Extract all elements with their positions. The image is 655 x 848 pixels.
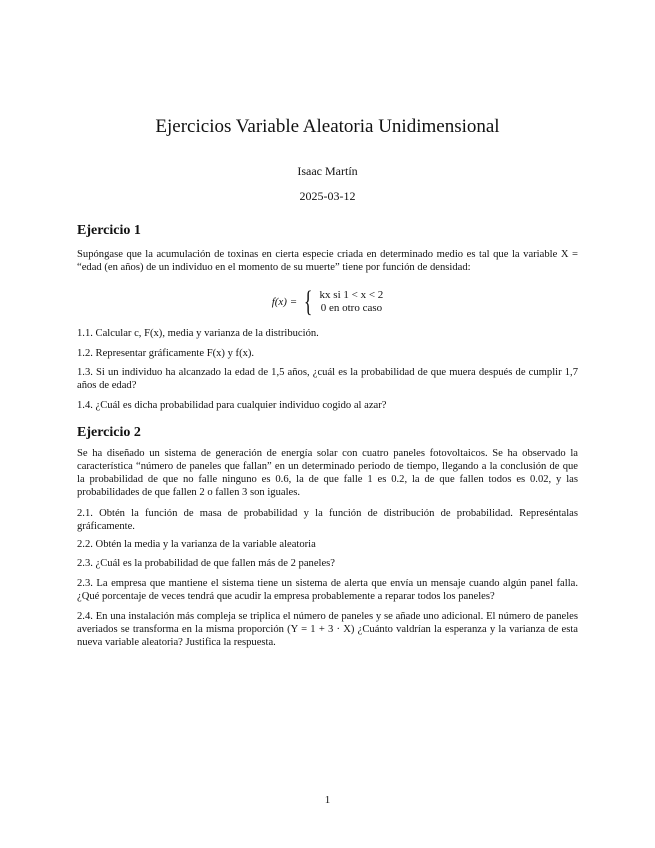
density-formula bbox=[0, 285, 655, 318]
document-title: Ejercicios Variable Aleatoria Unidimensional bbox=[155, 116, 500, 137]
exercise-1-heading: Ejercicio 1 bbox=[77, 223, 141, 238]
formula-lhs: f(x) = bbox=[271, 296, 298, 308]
question-1-1: 1.1. Calcular c, F(x), media y varianza de la distribución. bbox=[77, 328, 319, 339]
exercise-2-heading: Ejercicio 2 bbox=[77, 425, 141, 440]
formula-case-2: 0 en otro caso bbox=[320, 302, 383, 314]
question-1-2: 1.2. Representar gráficamente F(x) y f(x). bbox=[77, 348, 255, 359]
brace: { bbox=[304, 285, 313, 318]
formula-case-1: kx si 1 < x < 2 bbox=[319, 289, 384, 301]
question-2-3b: 2.3. La empresa que mantiene el sistema tiene un sistema de alerta que envía un mensaje cuando algún panel falla. ¿Qué porcentaje de veces tendrá que acudir la empresa probablemente a reparar todos los paneles? bbox=[77, 578, 578, 602]
question-2-2: 2.2. Obtén la media y la varianza de la variable aleatoria bbox=[77, 539, 316, 550]
page-number: 1 bbox=[324, 794, 331, 806]
formula-cases bbox=[320, 289, 384, 315]
date: 2025-03-12 bbox=[299, 189, 356, 203]
author: Isaac Martín bbox=[297, 164, 358, 178]
question-2-1: 2.1. Obtén la función de masa de probabilidad y la función de distribución de probabilidad. Represéntalas gráficamente. bbox=[77, 508, 578, 532]
question-2-3: 2.3. ¿Cuál es la probabilidad de que fallen más de 2 paneles? bbox=[77, 558, 335, 569]
exercise-1-intro: Supóngase que la acumulación de toxinas en cierta especie criada en determinado medio es tal que la variable X = “edad (en años) de un individuo en el momento de su muerte” tiene por función de densidad: bbox=[77, 249, 578, 273]
question-2-4: 2.4. En una instalación más compleja se triplica el número de paneles y se añade uno adicional. El número de paneles averiados se transforma en la misma proporción (Y = 1 + 3 · X) ¿Cuánto valdrían la esperanza y la varianza de esta nueva variable aleatoria? Justifica la respuesta. bbox=[77, 611, 578, 648]
exercise-2-intro: Se ha diseñado un sistema de generación de energía solar con cuatro paneles fotovoltaicos. Se ha observado la característica “número de paneles que fallan” en un determinado periodo de tiempo, llegando a la conclusión de que la probabilidad de que no falle ninguno es 0.6, la de que falle 1 es 0.2, la de que fallen todos es 0.02, y las probabilidades de que fallen 2 o fallen 3 son iguales. bbox=[77, 448, 578, 498]
question-1-3: 1.3. Si un individuo ha alcanzado la edad de 1,5 años, ¿cuál es la probabilidad de que muera después de cumplir 1,7 años de edad? bbox=[77, 367, 578, 391]
question-1-4: 1.4. ¿Cuál es dicha probabilidad para cualquier individuo cogido al azar? bbox=[77, 400, 387, 411]
